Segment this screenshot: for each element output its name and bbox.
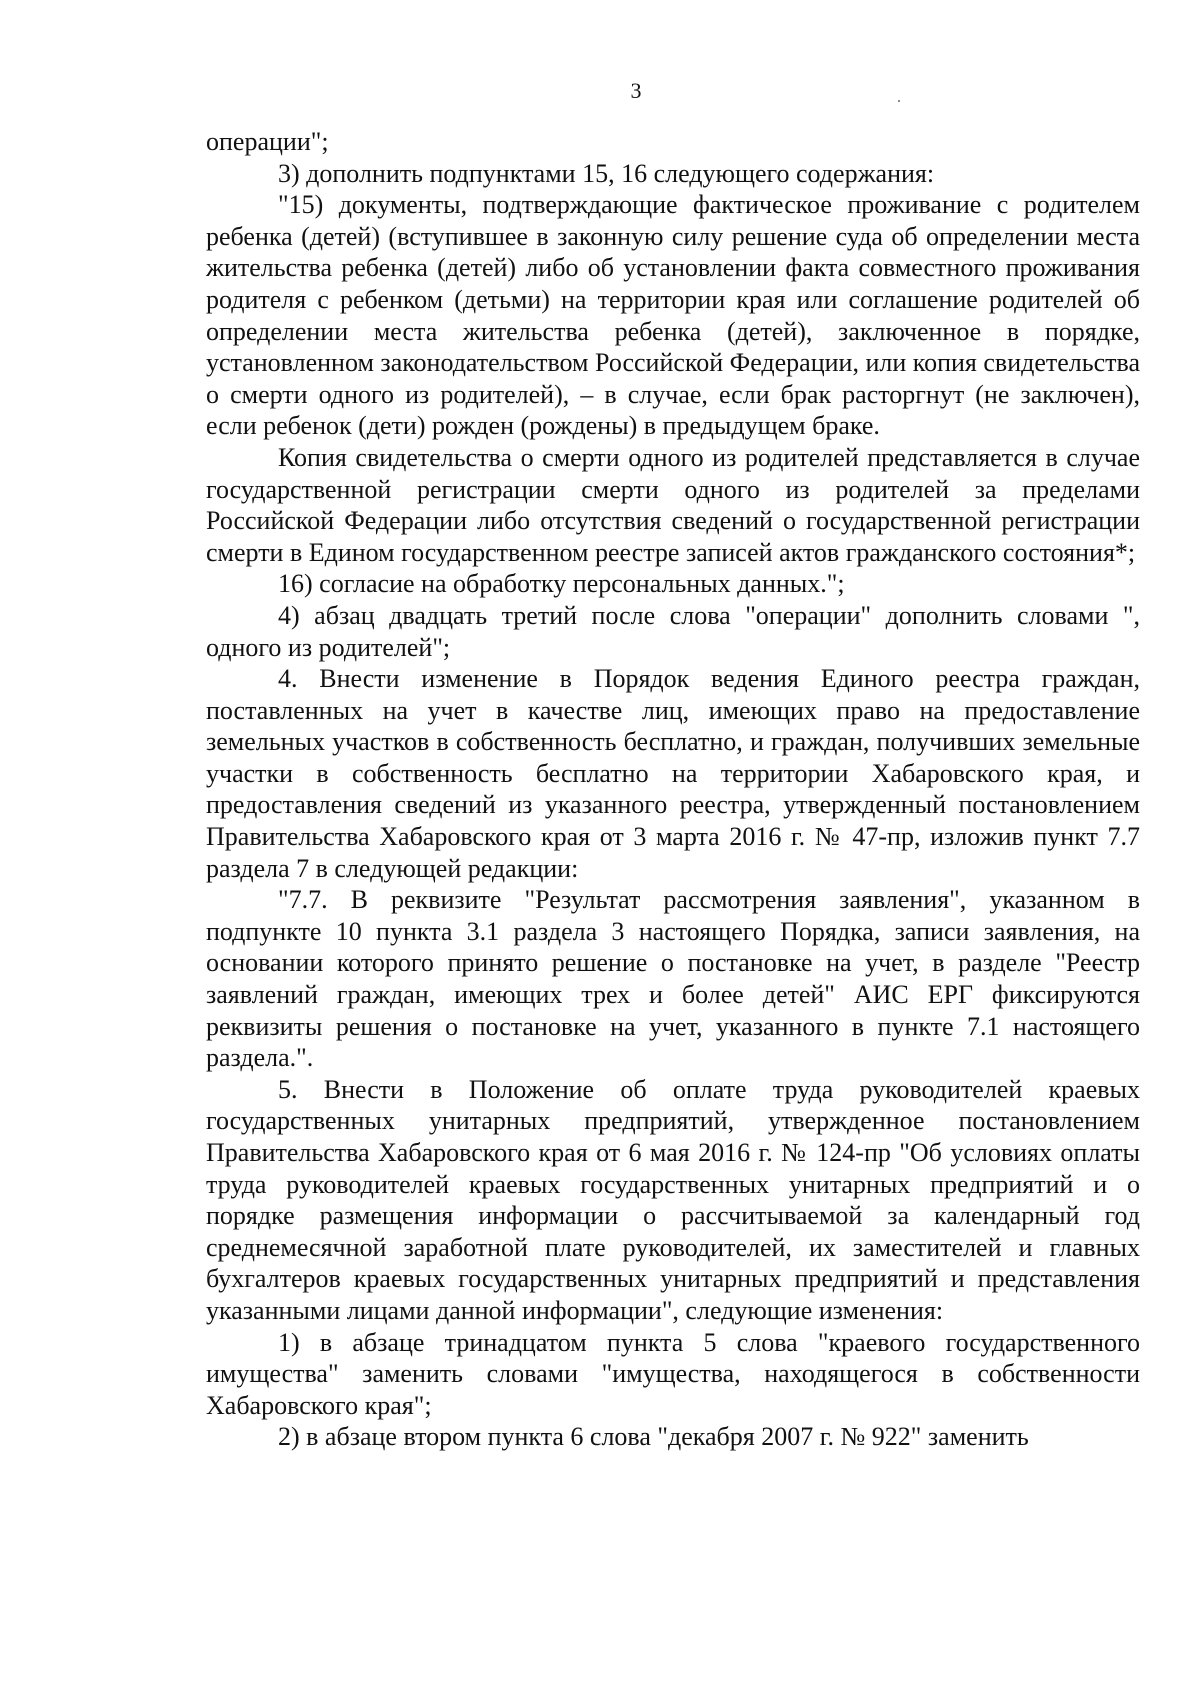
paragraph: 3) дополнить подпунктами 15, 16 следующего содержания: — [278, 158, 935, 188]
paragraph: 1) в абзаце тринадцатом пункта 5 слова "краевого государственного имущества" заменить словами "имущества, находящегося в собственности Хабаровского края"; — [206, 1327, 1140, 1420]
paragraph: "7.7. В реквизите "Результат рассмотрения заявления", указанном в подпункте 10 пункта 3.1 раздела 3 настоящего Порядка, записи заявления, на основании которого принято решение о постановке на учет, в разделе "Реестр заявлений граждан, имеющих трех и более детей" АИС ЕРГ фиксируются реквизиты решения о постановке на учет, указанного в пункте 7.1 настоящего раздела.". — [206, 885, 1140, 1073]
paragraph: Копия свидетельства о смерти одного из родителей представляется в случае государственной регистрации смерти одного из родителей за пределами Российской Федерации либо отсутствия сведений о государственной регистрации смерти в Едином государственном реестре записей актов гражданского состояния*; — [206, 442, 1140, 567]
paragraph: операции"; — [206, 127, 329, 156]
paragraph: 2) в абзаце втором пункта 6 слова "декабря 2007 г. № 922" заменить — [278, 1422, 1029, 1452]
paragraph: "15) документы, подтверждающие фактическое проживание с родителем ребенка (детей) (вступившее в законную силу решение суда об определении места жительства ребенка (детей) либо об установлении факта совместного проживания родителя с ребенком (детьми) на территории края или соглашение родителей об определении места жительства ребенка (детей), заключенное в порядке, установленном законодательством Российской Федерации, или копия свидетельства о смерти одного из родителей), – в случае, если брак расторгнут (не заключен), если ребенок (дети) рожден (рождены) в предыдущем браке. — [206, 190, 1140, 441]
paragraph: 4) абзац двадцать третий после слова "операции" дополнить словами ", одного из родителей"; — [206, 600, 1140, 662]
paragraph: 4. Внести изменение в Порядок ведения Единого реестра граждан, поставленных на учет в качестве лиц, имеющих право на предоставление земельных участков в собственность бесплатно, и граждан, получивших земельные участки в собственность бесплатно на территории Хабаровского края, и предоставления сведений из указанного реестра, утвержденный постановлением Правительства Хабаровского края от 3 марта 2016 г. № 47-пр, изложив пункт 7.7 раздела 7 в следующей редакции: — [206, 664, 1140, 883]
page-number: 3 — [630, 78, 642, 103]
paragraph: 5. Внести в Положение об оплате труда руководителей краевых государственных унитарных предприятий, утвержденное постановлением Правительства Хабаровского края от 6 мая 2016 г. № 124-пр "Об условиях оплаты труда руководителей краевых государственных унитарных предприятий и о порядке размещения информации о рассчитываемой за календарный год среднемесячной заработной плате руководителей, их заместителей и главных бухгалтеров краевых государственных унитарных предприятий и представления указанными лицами данной информации", следующие изменения: — [206, 1074, 1140, 1325]
document-body — [206, 126, 1140, 1453]
paragraph: 16) согласие на обработку персональных данных."; — [278, 569, 845, 599]
scan-speck — [898, 100, 900, 102]
